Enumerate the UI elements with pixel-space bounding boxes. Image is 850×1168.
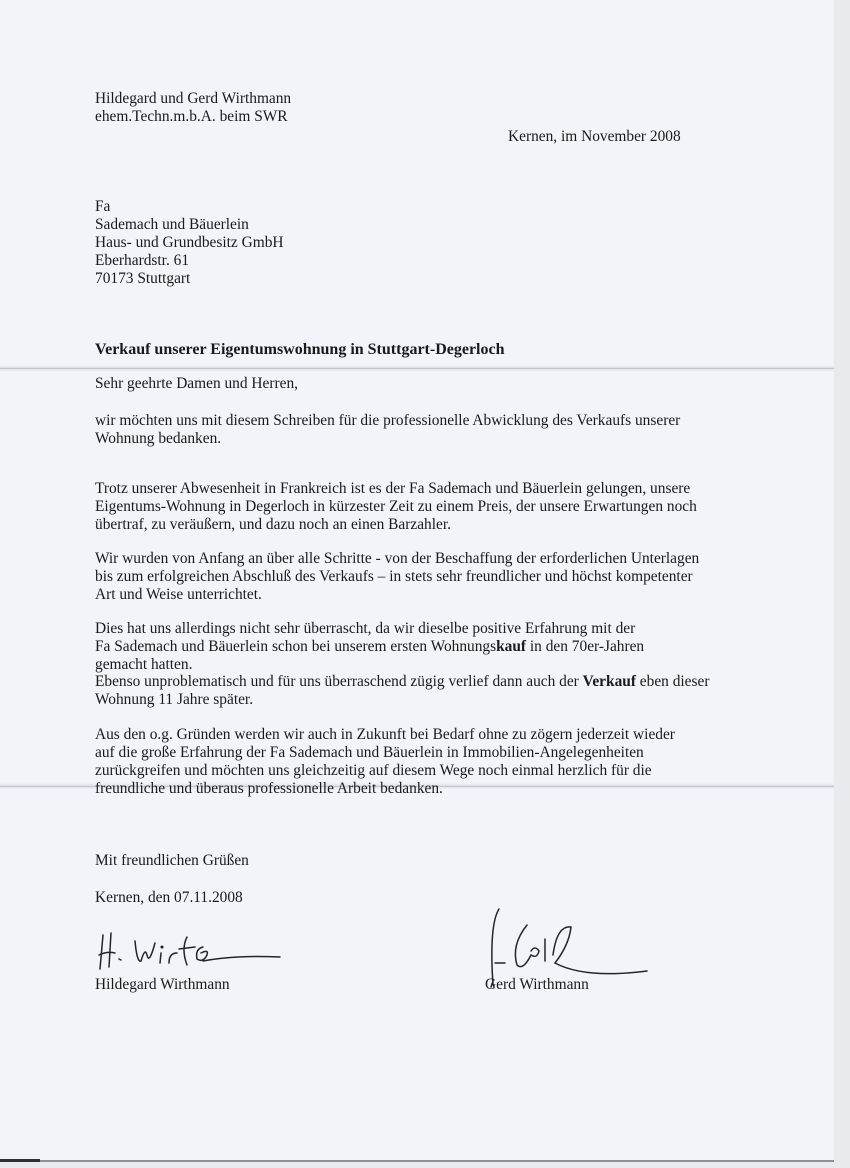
body-line: Aus den o.g. Gründen werden wir auch in Zukunft bei Bedarf ohne zu zögern jederzeit wieder <box>95 726 675 743</box>
page-corner-shadow <box>0 1159 40 1162</box>
body-line: Art und Weise unterrichtet. <box>95 586 262 603</box>
closing: Mit freundlichen Grüßen <box>95 852 249 869</box>
subject-line: Verkauf unserer Eigentumswohnung in Stuttgart-Degerloch <box>95 341 505 358</box>
recipient-line: Sademach und Bäuerlein <box>95 216 249 233</box>
footer-place-date: Kernen, den 07.11.2008 <box>95 889 243 906</box>
header-place-date: Kernen, im November 2008 <box>508 128 681 145</box>
body-line: Dies hat uns allerdings nicht sehr überrascht, da wir dieselbe positive Erfahrung mit der <box>95 620 636 637</box>
body-text: in den 70er-Jahren <box>526 638 645 655</box>
body-line: Wohnung bedanken. <box>95 430 222 447</box>
recipient-line: Haus- und Grundbesitz GmbH <box>95 234 284 251</box>
body-line: zurückgreifen und möchten uns gleichzeitig auf diesem Wege noch einmal herzlich für die <box>95 762 652 779</box>
body-line: Wohnung 11 Jahre später. <box>95 691 254 708</box>
body-line: freundliche und überaus professionelle Arbeit bedanken. <box>95 780 443 797</box>
body-text: eben dieser <box>635 673 710 690</box>
sender-title: ehem.Techn.m.b.A. beim SWR <box>95 108 288 125</box>
recipient-line: Eberhardstr. 61 <box>95 252 190 269</box>
body-text: Ebenso unproblematisch und für uns überraschend zügig verlief dann auch der <box>95 673 583 690</box>
signature-name-right: Gerd Wirthmann <box>485 976 589 993</box>
body-line: Wir wurden von Anfang an über alle Schritte - von der Beschaffung der erforderlichen Unterlagen <box>95 550 700 567</box>
sender-name: Hildegard und Gerd Wirthmann <box>95 90 292 107</box>
recipient-line: Fa <box>95 198 111 215</box>
signature-hildegard-icon <box>95 925 285 975</box>
body-line <box>95 673 709 691</box>
emphasis-kauf: kauf <box>496 638 527 655</box>
emphasis-verkauf: Verkauf <box>582 673 636 690</box>
fold-line-upper <box>0 368 834 369</box>
recipient-line: 70173 Stuttgart <box>95 270 191 287</box>
body-line: auf die große Erfahrung der Fa Sademach und Bäuerlein in Immobilien-Angelegenheiten <box>95 744 644 761</box>
body-line: bis zum erfolgreichen Abschluß des Verkaufs – in stets sehr freundlicher und höchst kompetenter <box>95 568 693 585</box>
body-line: Trotz unserer Abwesenheit in Frankreich ist es der Fa Sademach und Bäuerlein gelungen, unsere <box>95 480 691 497</box>
page-bottom-edge <box>0 1160 834 1162</box>
body-line: gemacht hatten. <box>95 656 193 673</box>
body-line: Eigentums-Wohnung in Degerloch in kürzester Zeit zu einem Preis, der unsere Erwartungen noch <box>95 498 697 515</box>
body-line: übertraf, zu veräußern, und dazu noch an einen Barzahler. <box>95 516 451 533</box>
body-line <box>95 638 644 656</box>
body-line: wir möchten uns mit diesem Schreiben für die professionelle Abwicklung des Verkaufs unserer <box>95 412 681 429</box>
signature-name-left: Hildegard Wirthmann <box>95 976 230 993</box>
body-text: Fa Sademach und Bäuerlein schon bei unserem ersten Wohnungs <box>95 638 497 655</box>
salutation: Sehr geehrte Damen und Herren, <box>95 375 298 392</box>
